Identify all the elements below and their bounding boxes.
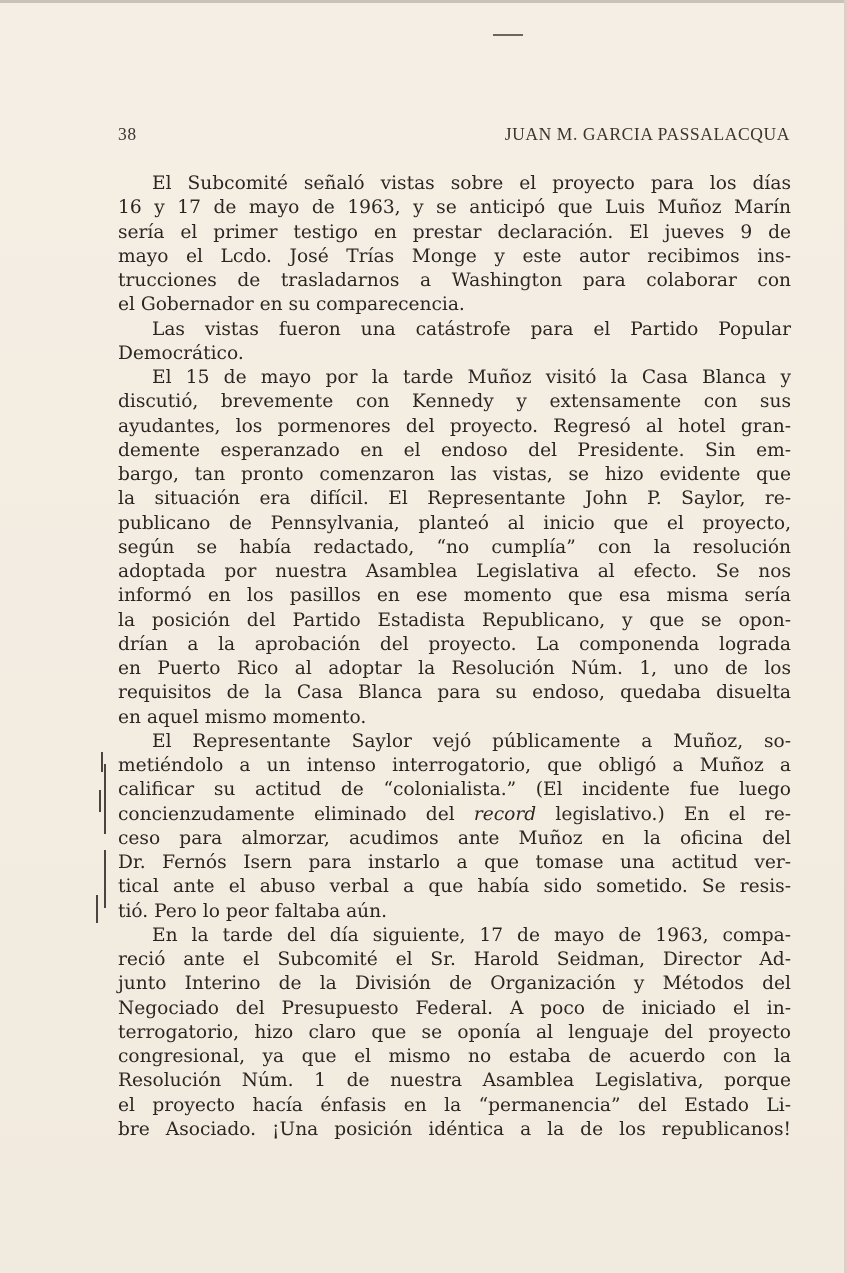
italic-word: record <box>473 803 537 825</box>
text-line: la posición del Partido Estadista Republicano, y que se opon- <box>118 609 791 631</box>
margin-annotation-mark <box>96 895 98 923</box>
margin-annotation-mark <box>99 790 101 812</box>
text-line: publicano de Pennsylvania, planteó al inicio que el proyecto, <box>118 512 791 534</box>
text-line: 16 y 17 de mayo de 1963, y se anticipó que Luis Muñoz Marín <box>118 197 791 219</box>
text-line: reció ante el Subcomité el Sr. Harold Seidman, Director Ad- <box>118 949 791 970</box>
text-line: Democrático. <box>118 342 244 364</box>
text-line: terrogatorio, hizo claro que se oponía al lenguaje del proyecto <box>118 1021 791 1043</box>
page-number: 38 <box>118 124 137 144</box>
text-line: metiéndolo a un intenso interrogatorio, que obligó a Muñoz a <box>118 755 791 776</box>
margin-annotation-mark <box>101 752 103 772</box>
text-line: la situación era difícil. El Representante John P. Saylor, re- <box>118 488 791 510</box>
text-line: requisitos de la Casa Blanca para su endoso, quedaba disuelta <box>118 682 791 704</box>
text-line: adoptada por nuestra Asamblea Legislativa al efecto. Se nos <box>118 561 791 582</box>
text-line: según se había redactado, “no cumplía” con la resolución <box>118 536 791 558</box>
text-line: En la tarde del día siguiente, 17 de mayo de 1963, compa- <box>152 924 791 946</box>
text-line: calificar su actitud de “colonialista.” (El incidente fue luego <box>118 779 791 801</box>
text-line: Negociado del Presupuesto Federal. A poco de iniciado el in- <box>118 997 791 1019</box>
text-line: Las vistas fueron una catástrofe para el Partido Popular <box>152 318 791 340</box>
text-line: El Subcomité señaló vistas sobre el proyecto para los días <box>152 173 791 194</box>
text-line: Resolución Núm. 1 de nuestra Asamblea Legislativa, porque <box>118 1070 791 1092</box>
text-line: mayo el Lcdo. José Trías Monge y este autor recibimos ins- <box>118 245 791 267</box>
text-line: el Gobernador en su comparecencia. <box>118 294 465 316</box>
running-head: JUAN M. GARCIA PASSALACQUA <box>504 124 790 144</box>
text-line: El Representante Saylor vejó públicamente a Muñoz, so- <box>152 730 791 752</box>
page-header <box>118 124 790 148</box>
text-line: informó en los pasillos en ese momento que esa misma sería <box>118 585 791 607</box>
text-line: tió. Pero lo peor faltaba aún. <box>118 900 388 922</box>
text-line: Dr. Fernós Isern para instarlo a que tomase una actitud ver- <box>118 852 791 873</box>
text-line: drían a la aprobación del proyecto. La componenda lograda <box>118 633 791 655</box>
text-line: trucciones de trasladarnos a Washington para colaborar con <box>118 270 791 291</box>
text-line: ceso para almorzar, acudimos ante Muñoz en la oficina del <box>118 827 791 849</box>
text-line: ayudantes, los pormenores del proyecto. Regresó al hotel gran- <box>118 415 791 437</box>
margin-annotation-mark <box>104 850 106 908</box>
body-text <box>118 172 791 1142</box>
text-line: congresional, ya que el mismo no estaba de acuerdo con la <box>118 1046 791 1067</box>
text-line: bre Asociado. ¡Una posición idéntica a la de los republicanos! <box>118 1118 791 1140</box>
text-line: El 15 de mayo por la tarde Muñoz visitó la Casa Blanca y <box>152 367 791 388</box>
page-top-edge <box>0 0 847 3</box>
text-line: bargo, tan pronto comenzaron las vistas, se hizo evidente que <box>118 464 791 485</box>
margin-annotation-mark <box>104 764 106 834</box>
text-line: concienzudamente eliminado del record legislativo.) En el re- <box>118 803 791 825</box>
text-line: en aquel mismo momento. <box>118 706 367 728</box>
text-line: discutió, brevemente con Kennedy y extensamente con sus <box>118 391 791 413</box>
text-line: junto Interino de la División de Organización y Métodos del <box>118 973 791 995</box>
text-line: el proyecto hacía énfasis en la “permanencia” del Estado Li- <box>118 1094 791 1116</box>
text-line: demente esperanzado en el endoso del Presidente. Sin em- <box>118 439 791 461</box>
text-line: tical ante el abuso verbal a que había sido sometido. Se resis- <box>118 876 791 898</box>
scan-mark <box>493 34 523 36</box>
text-line: en Puerto Rico al adoptar la Resolución Núm. 1, uno de los <box>118 658 791 679</box>
text-line: sería el primer testigo en prestar declaración. El jueves 9 de <box>118 221 791 243</box>
